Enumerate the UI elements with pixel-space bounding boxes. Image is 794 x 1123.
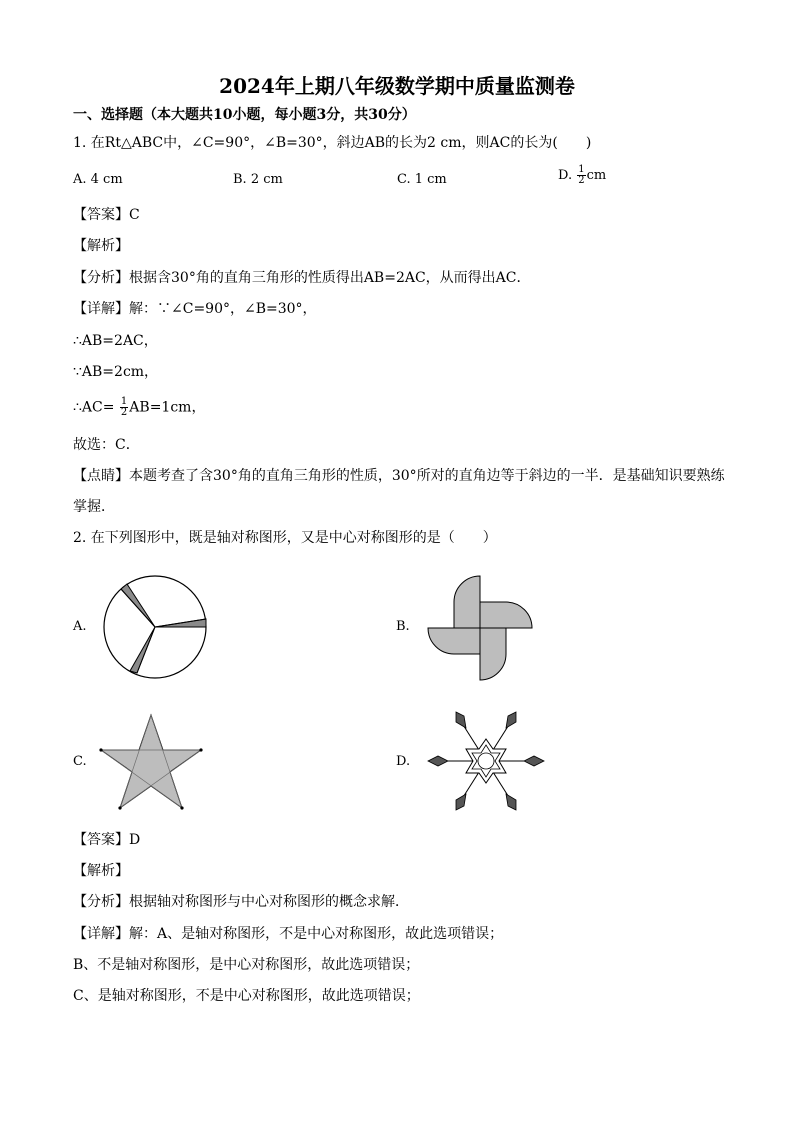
q1-option-d-prefix: D. [558,168,573,183]
q2-stem: 2. 在下列图形中，既是轴对称图形，又是中心对称图形的是（ ） [73,530,497,546]
figure-d-snowflake [426,708,546,814]
q1-option-b: B. 2 cm [233,172,283,187]
q2-answer-line [73,830,140,850]
q1-step-3-prefix: ∴AC= [73,399,115,416]
q1-step-2: ∵AB=2cm， [73,364,159,380]
q1-option-d-fraction [577,165,585,186]
q2-label-d: D. [396,754,411,769]
q1-xiangjie-tag: 【详解】 [73,301,129,317]
q1-option-d-numerator: 1 [578,164,585,175]
q1-fenxi-tag: 【分析】 [73,270,129,286]
q2-label-c: C. [73,754,87,769]
q1-fenxi-line [73,268,531,288]
page-title: 2024年上期八年级数学期中质量监测卷 [219,74,575,98]
q2-fenxi-tag: 【分析】 [73,894,129,910]
q1-step-3-suffix: AB=1cm， [129,399,206,416]
q2-line-b: B、不是轴对称图形，是中心对称图形，故此选项错误； [73,957,420,973]
q1-dianjing-1: 本题考查了含30°角的直角三角形的性质，30°所对的直角边等于斜边的一半．是基础知识要熟练 [129,468,725,484]
q1-option-d-unit: cm [586,168,607,183]
q1-step-3-numerator: 1 [120,396,128,407]
q2-line-c: C、是轴对称图形，不是中心对称图形，故此选项错误； [73,988,420,1004]
q2-fenxi: 根据轴对称图形与中心对称图形的概念求解． [129,894,409,910]
q1-option-a: A. 4 cm [73,172,123,187]
q1-stem: 1. 在Rt△ABC中，∠C=90°，∠B=30°，斜边AB的长为2 cm，则AC的长为( ) [73,135,592,151]
figure-b-pinwheel [424,572,536,684]
q2-xiangjie-tag: 【详解】 [73,926,129,942]
q1-analysis-tag: 【解析】 [73,238,129,254]
q1-option-d [558,165,606,186]
q1-step-3 [73,397,205,418]
q1-answer: C [129,207,140,223]
figure-a-circle [100,574,212,682]
q1-fenxi: 根据含30°角的直角三角形的性质得出AB=2AC，从而得出AC． [129,270,531,286]
q1-option-d-denominator: 2 [578,175,585,186]
q2-label-a: A. [73,619,87,634]
figure-c-star [98,712,204,812]
q2-answer-tag: 【答案】 [73,832,129,848]
q1-answer-line [73,205,140,225]
q2-fenxi-line [73,892,409,912]
q1-step-3-denominator: 2 [120,407,128,418]
q1-option-c: C. 1 cm [397,172,447,187]
q2-answer: D [129,832,141,848]
section-heading: 一、选择题（本大题共10小题，每小题3分，共30分） [73,107,416,123]
q1-step-3-fraction [120,397,128,418]
q2-xiangjie: 解：A、是轴对称图形，不是中心对称图形，故此选项错误； [129,926,504,942]
q1-dianjing-tag: 【点睛】 [73,468,129,484]
q1-dianjing-line [73,466,725,486]
q1-xiangjie-line [73,299,317,319]
q1-dianjing-2: 掌握． [73,499,115,515]
q1-step-1: ∴AB=2AC， [73,333,158,349]
q1-xiangjie: 解：∵∠C=90°，∠B=30°， [129,301,317,317]
q1-answer-tag: 【答案】 [73,207,129,223]
q2-xiangjie-line [73,924,503,944]
q2-analysis-tag: 【解析】 [73,863,129,879]
q1-choose: 故选：C． [73,437,140,453]
q2-label-b: B. [396,619,410,634]
